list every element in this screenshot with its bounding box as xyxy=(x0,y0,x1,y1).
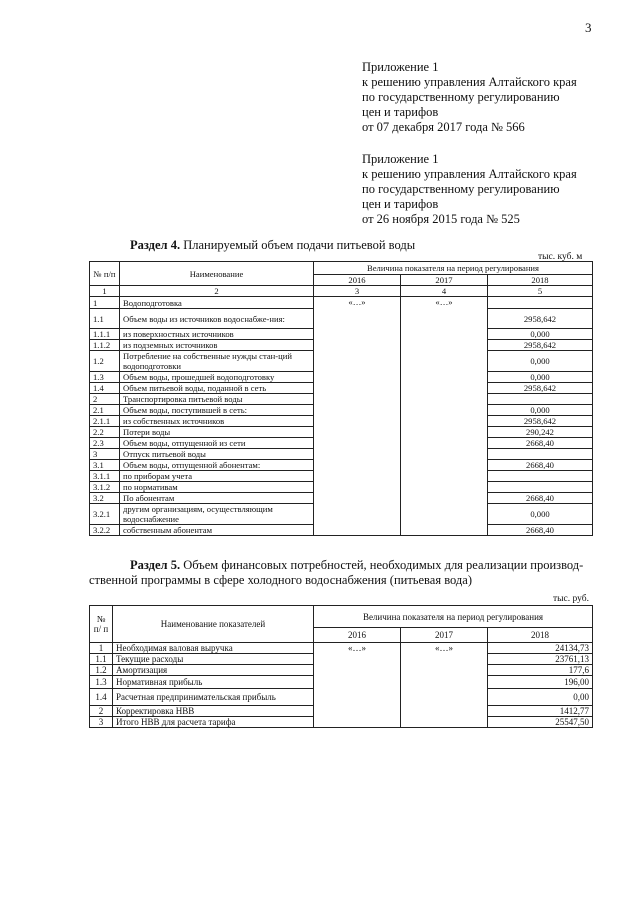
table-row xyxy=(90,297,593,309)
value-2018: 1412,77 xyxy=(488,706,593,717)
section5-title-bold: Раздел 5. xyxy=(130,558,181,572)
row-name: другим организациям, осуществляющим водоснабжение xyxy=(120,504,314,525)
row-number: 2 xyxy=(90,394,120,405)
appendix-line: по государственному регулированию xyxy=(362,90,560,104)
row-number: 1.1.2 xyxy=(90,340,120,351)
value-2018: 24134,73 xyxy=(488,643,593,654)
header-num: № п/п xyxy=(90,262,120,286)
value-2018 xyxy=(488,449,593,460)
header-num: № п/ п xyxy=(90,606,113,643)
row-name: Объем воды, прошедшей водоподготовку xyxy=(120,372,314,383)
header-year: 2016 xyxy=(314,275,401,286)
value-2018: 0,000 xyxy=(488,405,593,416)
row-number: 2.1 xyxy=(90,405,120,416)
section4-table xyxy=(89,261,593,536)
row-number: 1.2 xyxy=(90,665,113,676)
row-number: 3 xyxy=(90,449,120,460)
section4-table-body xyxy=(90,262,593,536)
appendix-line: к решению управления Алтайского края xyxy=(362,75,577,89)
header-year: 2017 xyxy=(401,628,488,643)
column-number: 5 xyxy=(488,286,593,297)
row-name: Расчетная предпринимательская прибыль xyxy=(113,689,314,706)
value-2018: 23761,13 xyxy=(488,654,593,665)
appendix-block-original xyxy=(362,152,577,227)
header-year: 2018 xyxy=(488,628,593,643)
appendix-line: Приложение 1 xyxy=(362,60,439,74)
header-name: Наименование показателей xyxy=(113,606,314,643)
column-number: 4 xyxy=(401,286,488,297)
row-number: 3.2.1 xyxy=(90,504,120,525)
header-name: Наименование xyxy=(120,262,314,286)
row-name: Объем воды, поступившей в сеть: xyxy=(120,405,314,416)
header-period: Величина показателя на период регулирования xyxy=(314,606,593,628)
row-number: 3.1 xyxy=(90,460,120,471)
row-name: из подземных источников xyxy=(120,340,314,351)
header-year: 2018 xyxy=(488,275,593,286)
value-2018: 2668,40 xyxy=(488,493,593,504)
section5-table xyxy=(89,605,593,728)
value-2018: 2668,40 xyxy=(488,460,593,471)
row-name: Амортизация xyxy=(113,665,314,676)
section4-units: тыс. куб. м xyxy=(538,252,583,262)
appendix-line: от 26 ноября 2015 года № 525 xyxy=(362,212,520,226)
column-number: 3 xyxy=(314,286,401,297)
table-row xyxy=(90,643,593,654)
row-number: 3.2.2 xyxy=(90,525,120,536)
section5-title-text: Объем финансовых потребностей, необходимых для реализации производ- xyxy=(180,558,584,572)
row-name: Итого НВВ для расчета тарифа xyxy=(113,717,314,728)
row-number: 1.1.1 xyxy=(90,329,120,340)
ellipsis-2016: «…» xyxy=(314,643,401,728)
value-2018: 0,00 xyxy=(488,689,593,706)
row-number: 2.2 xyxy=(90,427,120,438)
row-number: 1.3 xyxy=(90,372,120,383)
ellipsis-2017: «…» xyxy=(401,643,488,728)
row-name: Объем воды из источников водоснабже-ния: xyxy=(120,309,314,329)
row-name: Потребление на собственные нужды стан-ций водоподготовки xyxy=(120,351,314,372)
row-number: 1.2 xyxy=(90,351,120,372)
row-number: 2.1.1 xyxy=(90,416,120,427)
row-name: Объем воды, отпущенной абонентам: xyxy=(120,460,314,471)
column-number: 1 xyxy=(90,286,120,297)
value-2018: 0,000 xyxy=(488,372,593,383)
row-name: Отпуск питьевой воды xyxy=(120,449,314,460)
page-number: 3 xyxy=(585,20,592,35)
row-name: Необходимая валовая выручка xyxy=(113,643,314,654)
row-number: 2 xyxy=(90,706,113,717)
row-number: 1.1 xyxy=(90,309,120,329)
row-name: из поверхностных источников xyxy=(120,329,314,340)
row-number: 3.1.1 xyxy=(90,471,120,482)
section4-title-text: Планируемый объем подачи питьевой воды xyxy=(180,238,416,252)
row-name: по нормативам xyxy=(120,482,314,493)
section4-title-bold: Раздел 4. xyxy=(130,238,181,252)
value-2018 xyxy=(488,394,593,405)
value-2018 xyxy=(488,482,593,493)
row-name: Нормативная прибыль xyxy=(113,676,314,689)
value-2018: 2958,642 xyxy=(488,340,593,351)
header-year: 2016 xyxy=(314,628,401,643)
row-name: Потери воды xyxy=(120,427,314,438)
value-2018: 2958,642 xyxy=(488,416,593,427)
appendix-line: от 07 декабря 2017 года № 566 xyxy=(362,120,525,134)
value-2018: 0,000 xyxy=(488,504,593,525)
row-name: Корректировка НВВ xyxy=(113,706,314,717)
appendix-line: цен и тарифов xyxy=(362,105,439,119)
row-name: По абонентам xyxy=(120,493,314,504)
value-2018: 2958,642 xyxy=(488,309,593,329)
column-number: 2 xyxy=(120,286,314,297)
row-name: Объем питьевой воды, поданной в сеть xyxy=(120,383,314,394)
section4-title xyxy=(130,238,415,253)
row-number: 1 xyxy=(90,297,120,309)
row-number: 3 xyxy=(90,717,113,728)
row-number: 1.1 xyxy=(90,654,113,665)
row-name: Водоподготовка xyxy=(120,297,314,309)
value-2018: 0,000 xyxy=(488,351,593,372)
appendix-line: по государственному регулированию xyxy=(362,182,560,196)
section5-table-body xyxy=(90,606,593,728)
value-2018: 25547,50 xyxy=(488,717,593,728)
value-2018 xyxy=(488,471,593,482)
value-2018: 177,6 xyxy=(488,665,593,676)
value-2018: 2668,40 xyxy=(488,438,593,449)
row-number: 2.3 xyxy=(90,438,120,449)
row-name: Транспортировка питьевой воды xyxy=(120,394,314,405)
value-2018 xyxy=(488,297,593,309)
appendix-line: Приложение 1 xyxy=(362,152,439,166)
row-number: 1 xyxy=(90,643,113,654)
value-2018: 2958,642 xyxy=(488,383,593,394)
appendix-block-current xyxy=(362,60,577,135)
header-period: Величина показателя на период регулирования xyxy=(314,262,593,275)
ellipsis-2017: «…» xyxy=(401,297,488,536)
value-2018: 290,242 xyxy=(488,427,593,438)
row-name: из собственных источников xyxy=(120,416,314,427)
row-name: Объем воды, отпущенной из сети xyxy=(120,438,314,449)
row-number: 1.4 xyxy=(90,689,113,706)
ellipsis-2016: «…» xyxy=(314,297,401,536)
section5-title-line2: ственной программы в сфере холодного водоснабжения (питьевая вода) xyxy=(89,573,472,587)
value-2018: 2668,40 xyxy=(488,525,593,536)
appendix-line: к решению управления Алтайского края xyxy=(362,167,577,181)
value-2018: 0,000 xyxy=(488,329,593,340)
row-number: 1.3 xyxy=(90,676,113,689)
row-number: 1.4 xyxy=(90,383,120,394)
header-year: 2017 xyxy=(401,275,488,286)
row-number: 3.1.2 xyxy=(90,482,120,493)
section5-units: тыс. руб. xyxy=(553,594,589,604)
value-2018: 196,00 xyxy=(488,676,593,689)
row-name: Текущие расходы xyxy=(113,654,314,665)
appendix-line: цен и тарифов xyxy=(362,197,439,211)
section5-title xyxy=(130,558,583,573)
row-name: собственным абонентам xyxy=(120,525,314,536)
row-name: по приборам учета xyxy=(120,471,314,482)
row-number: 3.2 xyxy=(90,493,120,504)
